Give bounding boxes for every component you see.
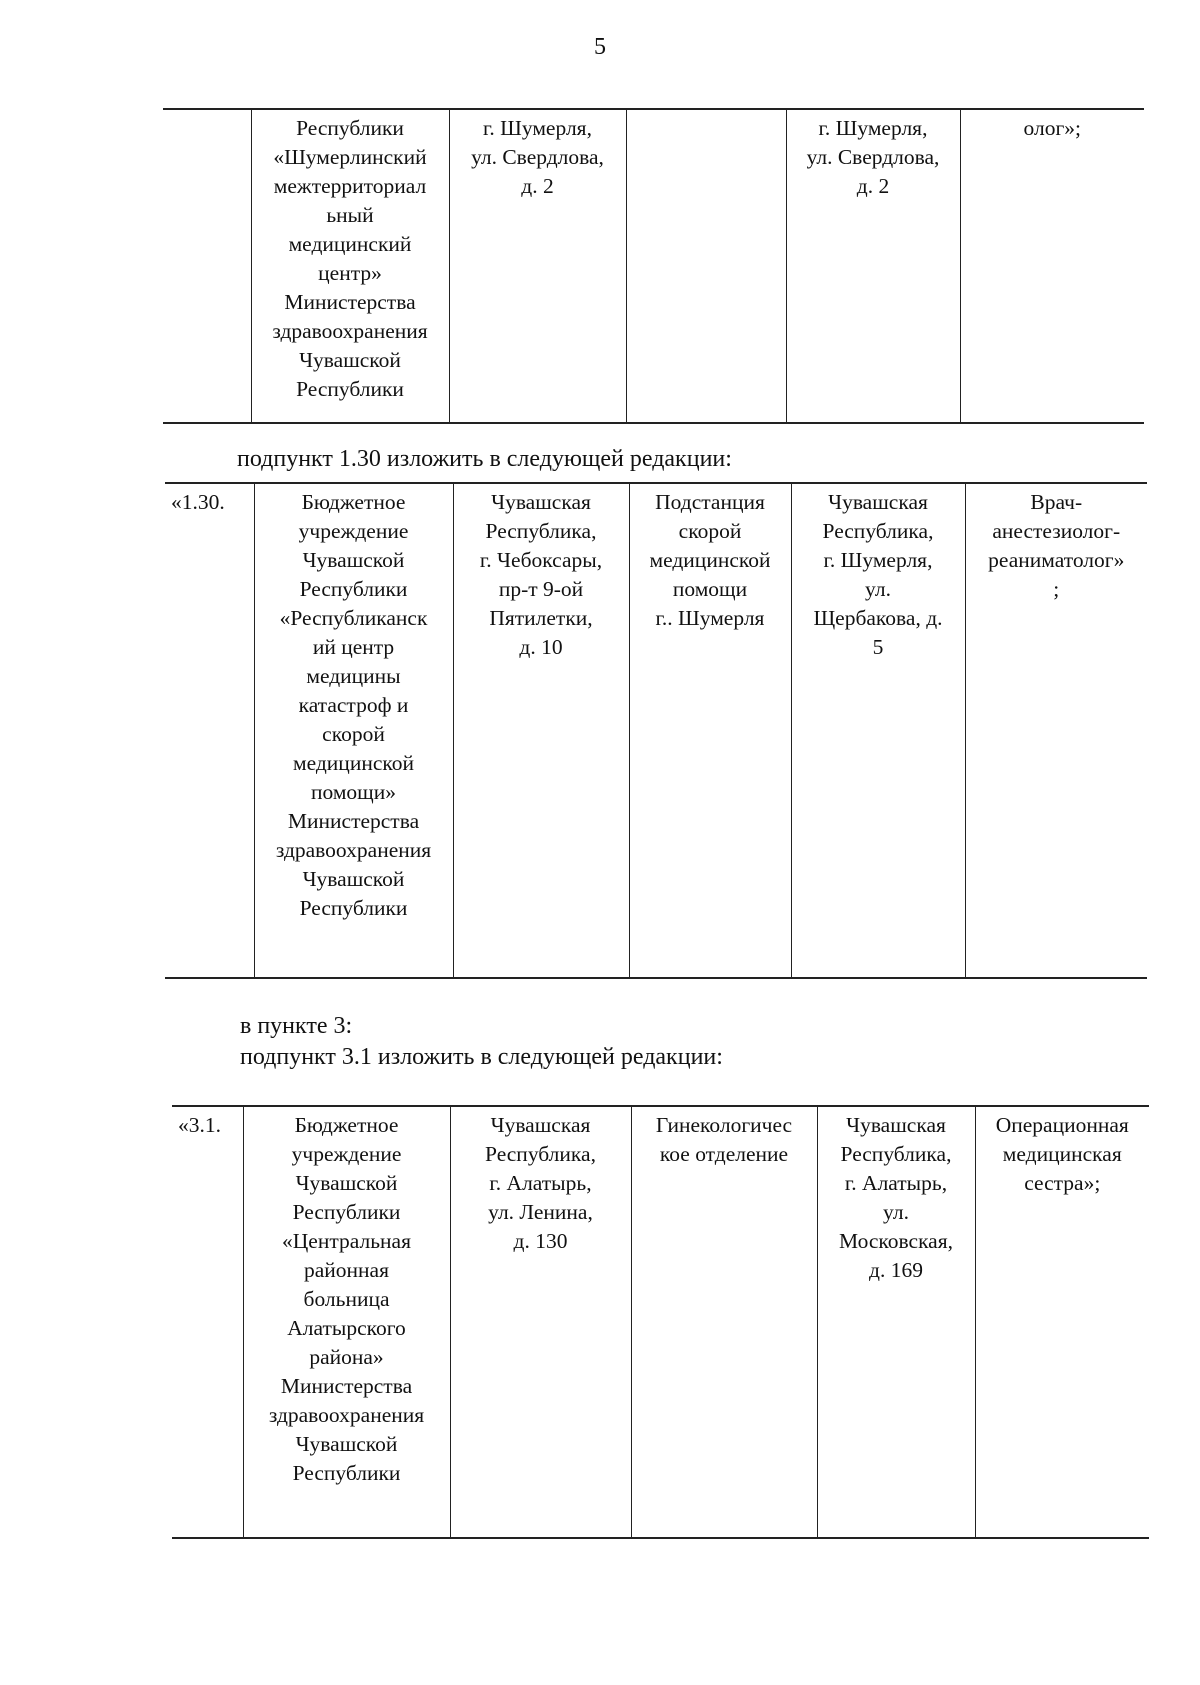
- cell-department: Гинекологичес кое отделение: [631, 1106, 817, 1538]
- cell-number: [163, 109, 251, 423]
- paragraph-punkt-3: в пункте 3:: [240, 1013, 353, 1039]
- paragraph-1-30: подпункт 1.30 изложить в следующей редакции:: [237, 446, 732, 472]
- table-row: [165, 483, 1147, 978]
- cell-address: г. Шумерля, ул. Свердлова, д. 2: [449, 109, 626, 423]
- paragraph-3-1: подпункт 3.1 изложить в следующей редакции:: [240, 1044, 723, 1070]
- cell-position: Операционная медицинская сестра»;: [975, 1106, 1149, 1538]
- table-3-1: [172, 1105, 1149, 1539]
- cell-department-address: Чувашская Республика, г. Шумерля, ул. Щербакова, д. 5: [791, 483, 965, 978]
- cell-department: [626, 109, 786, 423]
- cell-department-address: г. Шумерля, ул. Свердлова, д. 2: [786, 109, 960, 423]
- table-row: [163, 109, 1144, 423]
- cell-organization: Республики «Шумерлинский межтерриториал ьный медицинский центр» Министерства здравоохранения Чувашской Республики: [251, 109, 449, 423]
- cell-address: Чувашская Республика, г. Чебоксары, пр-т 9-ой Пятилетки, д. 10: [453, 483, 629, 978]
- page-number: 5: [594, 34, 606, 60]
- table-continuation: [163, 108, 1144, 424]
- cell-number: «3.1.: [178, 1113, 221, 1137]
- cell-position: олог»;: [960, 109, 1144, 423]
- table-1-30: [165, 482, 1147, 979]
- cell-number: «1.30.: [171, 490, 225, 514]
- cell-department-address: Чувашская Республика, г. Алатырь, ул. Московская, д. 169: [817, 1106, 975, 1538]
- cell-department: Подстанция скорой медицинской помощи г.. Шумерля: [629, 483, 791, 978]
- cell-organization: Бюджетное учреждение Чувашской Республики «Республиканск ий центр медицины катастроф и скорой медицинской помощи» Министерства здравоохранения Чувашской Республики: [254, 483, 453, 978]
- cell-address: Чувашская Республика, г. Алатырь, ул. Ленина, д. 130: [450, 1106, 631, 1538]
- cell-position: Врач- анестезиолог- реаниматолог» ;: [965, 483, 1147, 978]
- table-row: [172, 1106, 1149, 1538]
- cell-organization: Бюджетное учреждение Чувашской Республики «Центральная районная больница Алатырского района» Министерства здравоохранения Чувашской Республики: [243, 1106, 450, 1538]
